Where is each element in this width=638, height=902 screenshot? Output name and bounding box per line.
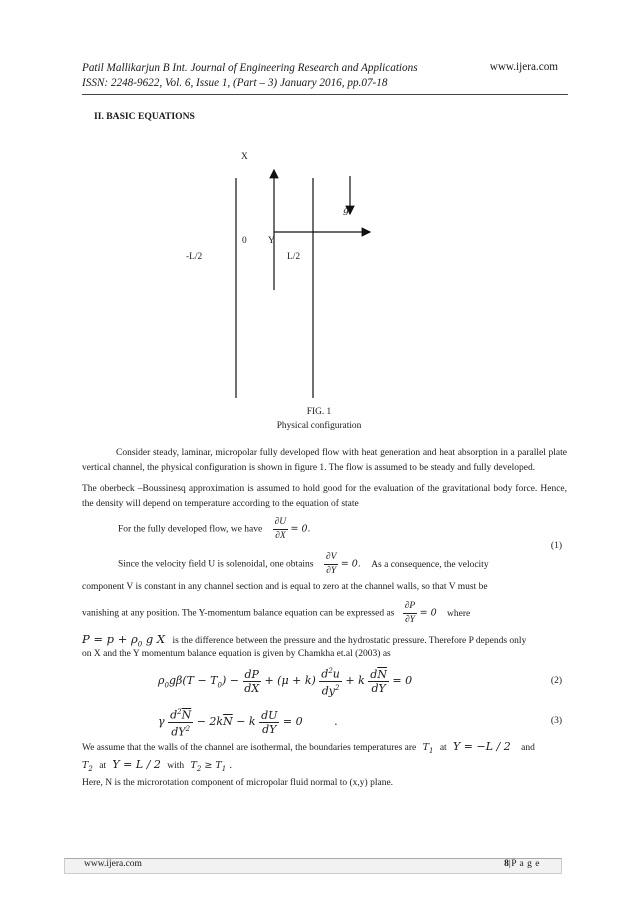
paragraph-5: component V is constant in any channel section and is equal to zero at the channel walls, so that V must be	[82, 582, 488, 592]
paragraph-2: The oberbeck –Boussinesq approximation is assumed to hold good for the evaluation of the gravitational body force. Hence, the density will depend on temperature according to the equation of state	[82, 484, 567, 509]
footer-page	[504, 859, 540, 869]
label-minus-l-half: -L/2	[186, 252, 203, 262]
label-l-half: L/2	[287, 252, 301, 262]
label-zero: 0	[242, 236, 247, 246]
journal-line-2: ISSN: 2248-9622, Vol. 6, Issue 1, (Part – 3) January 2016, pp.07-18	[82, 77, 388, 89]
eq2-number: (2)	[550, 676, 562, 686]
eq1-fraction: $\frac{\partial U}{\partial X}$	[274, 517, 287, 541]
figure-diagram	[0, 0, 638, 420]
solenoidal-text-a: Since the velocity field U is solenoidal, one obtains	[118, 559, 314, 570]
pressure-equation: $P = p + \rho_0$ g X	[82, 632, 166, 649]
eq1-number: (1)	[550, 541, 562, 551]
eq3-number: (3)	[550, 716, 562, 726]
momentum-line: vanishing at any position. The Y-momentum balance equation can be expressed as $\frac{\partial P}{\partial Y}$ = 0 where	[82, 601, 471, 625]
solenoidal-text-b: As a consequence, the velocity	[371, 559, 489, 570]
pressure-line	[82, 632, 526, 648]
boundary-line-2: $T_2$ at Y = L / 2 with $T_2 \ge T_1$ .	[82, 758, 233, 773]
momentum-text-b: where	[447, 608, 471, 619]
figure-number: FIG. 1	[306, 407, 332, 417]
page-number: 8	[504, 859, 509, 869]
solenoidal-line: Since the velocity field U is solenoidal, one obtains $\frac{\partial V}{\partial Y}$ = 0. As a consequence, the velocity	[118, 552, 489, 576]
dv-dy-fraction: $\frac{\partial V}{\partial Y}$	[325, 552, 337, 576]
section-title: II. BASIC EQUATIONS	[94, 111, 195, 122]
label-g: g	[343, 205, 350, 216]
paragraph-11: Here, N is the microrotation component of micropolar fluid normal to (x,y) plane.	[82, 778, 394, 788]
label-y: Y	[268, 236, 275, 246]
boundary-text: We assume that the walls of the channel are isothermal, the boundaries temperatures are	[82, 743, 417, 753]
pressure-text: is the difference between the pressure and the hydrostatic pressure. Therefore P depends only	[172, 636, 527, 646]
header-website[interactable]: www.ijera.com	[489, 61, 558, 73]
eq1-line: For the fully developed flow, we have $\frac{\partial U}{\partial X}$ = 0.	[118, 517, 311, 541]
page-label: |P a g e	[508, 859, 540, 869]
momentum-text-a: vanishing at any position. The Y-momentum balance equation can be expressed as	[82, 608, 395, 619]
paragraph-8: on X and the Y momentum balance equation is given by Chamkha et.al (2003) as	[82, 649, 391, 659]
eq3: γ $\frac{d^2\overline{N}}{dY^2}$ − $2k\overline{N} - k$ $\frac{dU}{dY}$ = 0 .	[158, 708, 338, 739]
label-x: X	[241, 152, 248, 162]
figure-caption: Physical configuration	[276, 421, 362, 431]
footer-website[interactable]: www.ijera.com	[84, 859, 142, 869]
journal-line-1: Patil Mallikarjun B Int. Journal of Engineering Research and Applications	[82, 62, 418, 74]
boundary-line-1: We assume that the walls of the channel are isothermal, the boundaries temperatures are $T_1$ at Y = −L / 2 and	[82, 740, 535, 755]
eq1-lead-text: For the fully developed flow, we have	[118, 524, 263, 535]
eq2: $\rho_0g\beta(T - T_0)$ − $\frac{dP}{dX}$ + (μ + k) $\frac{d^2u}{dy^2}$ + k $\frac{d\overline{N}}{dY}$ = 0	[158, 667, 413, 698]
dp-dy-fraction: $\frac{\partial P}{\partial Y}$	[404, 601, 416, 625]
paragraph-1: Consider steady, laminar, micropolar fully developed flow with heat generation and heat absorption in a parallel plate vertical channel, the physical configuration is shown in figure 1. The flow is assumed to be steady and fully developed.	[82, 448, 567, 473]
